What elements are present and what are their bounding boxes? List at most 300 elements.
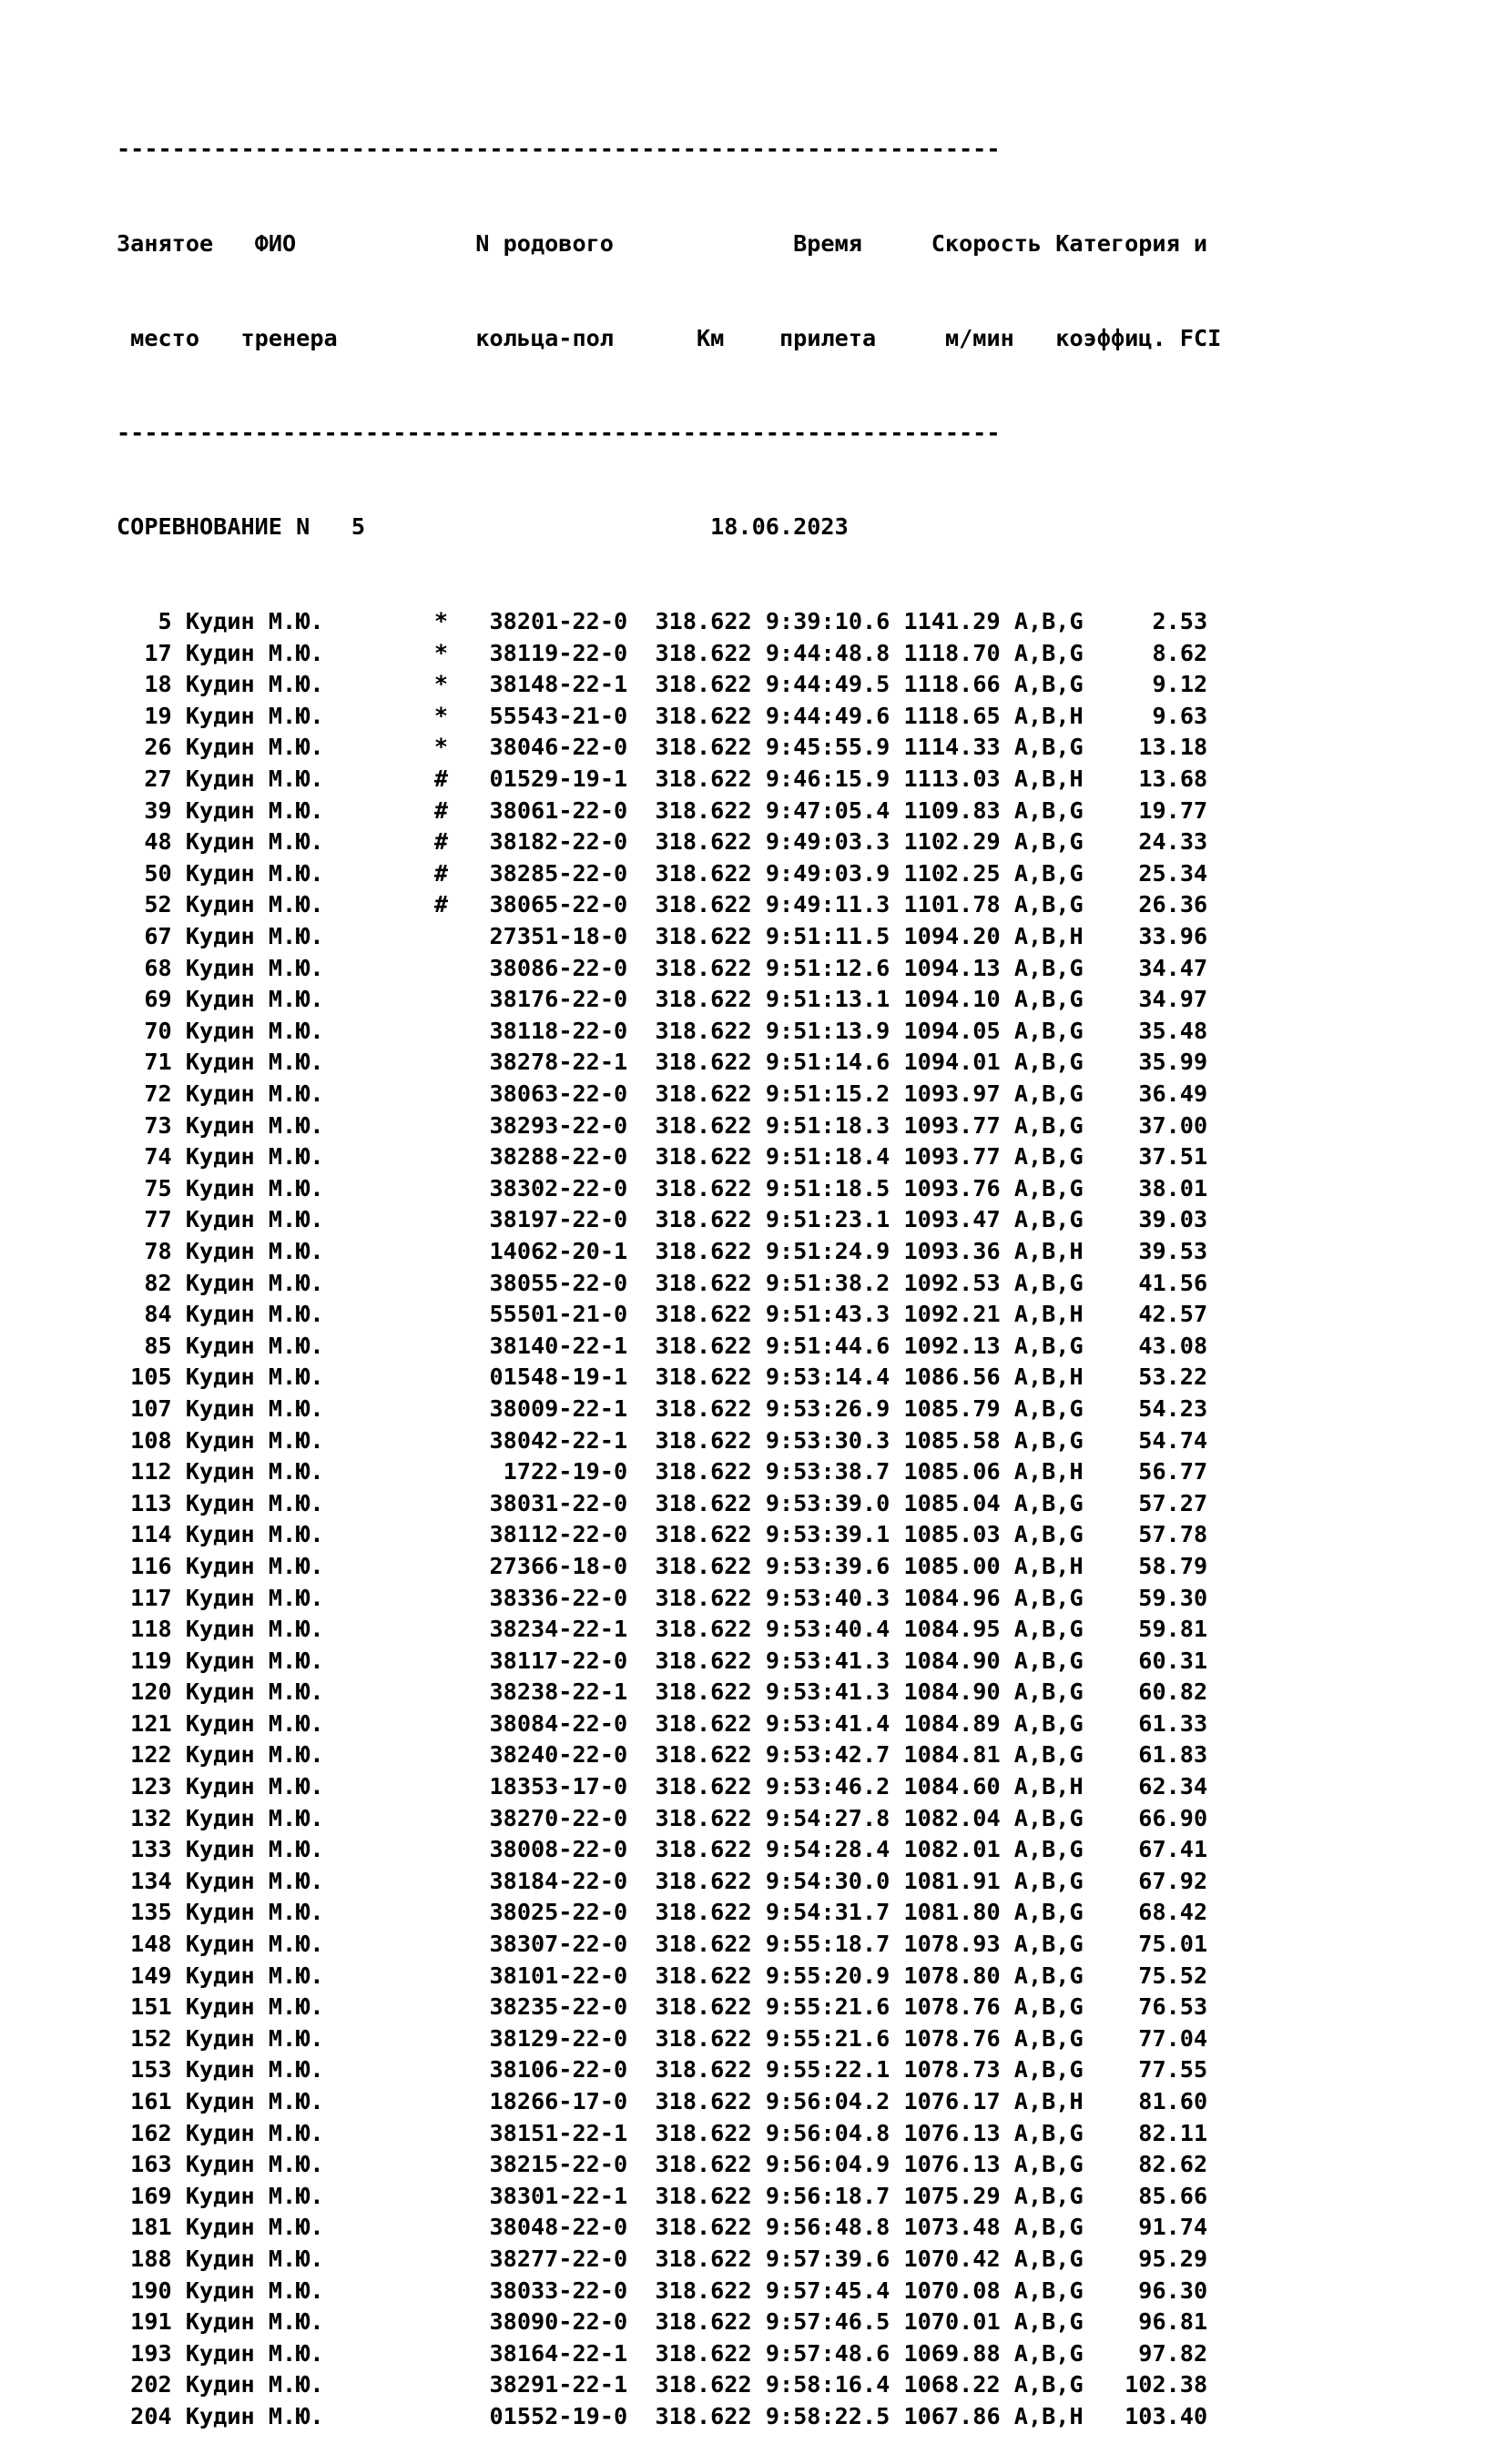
trainer: Кудин М.Ю.: [185, 1741, 324, 1769]
distance-km: 318.622: [655, 1931, 752, 1958]
trainer: Кудин М.Ю.: [185, 1489, 324, 1516]
ring-number: 38176-22-0: [489, 986, 628, 1013]
category: A,B,G: [1013, 1521, 1084, 1548]
trainer: Кудин М.Ю.: [185, 1458, 324, 1485]
place: 113: [130, 1489, 172, 1516]
place: 161: [130, 2088, 172, 2114]
place: 188: [130, 2245, 172, 2272]
table-row: [117, 1677, 1221, 1709]
ring-number: 38084-22-0: [489, 1709, 628, 1737]
distance-km: 318.622: [655, 2151, 752, 2178]
distance-km: 318.622: [655, 671, 752, 698]
place: 118: [130, 1616, 172, 1643]
category: A,B,G: [1013, 828, 1084, 856]
table-row: [117, 1204, 1221, 1236]
place: 135: [130, 1899, 172, 1926]
distance-km: 318.622: [655, 766, 752, 793]
trainer: Кудин М.Ю.: [185, 1521, 324, 1548]
place: 169: [130, 2182, 172, 2209]
arrival-time: 9:57:46.5: [765, 2308, 890, 2336]
fci-coefficient: 13.18: [1138, 734, 1208, 761]
place: 112: [130, 1458, 172, 1485]
table-row: [117, 1803, 1221, 1835]
table-row: [117, 1331, 1221, 1363]
speed: 1085.04: [903, 1489, 1001, 1516]
speed: 1092.53: [903, 1269, 1001, 1296]
category: A,B,G: [1013, 1804, 1084, 1831]
distance-km: 318.622: [655, 1616, 752, 1643]
arrival-time: 9:46:15.9: [765, 766, 890, 793]
distance-km: 318.622: [655, 1426, 752, 1454]
arrival-time: 9:55:21.6: [765, 2024, 890, 2052]
speed: 1093.77: [903, 1111, 1001, 1139]
ring-number: 1722-19-0: [503, 1458, 628, 1485]
table-row: [117, 921, 1221, 953]
speed: 1084.81: [903, 1741, 1001, 1769]
table-row: [117, 2118, 1221, 2150]
distance-km: 318.622: [655, 1899, 752, 1926]
arrival-time: 9:53:40.3: [765, 1584, 890, 1611]
place: 82: [144, 1269, 172, 1296]
mark: #: [433, 796, 449, 824]
speed: 1070.01: [903, 2308, 1001, 2336]
table-row: [117, 732, 1221, 764]
trainer: Кудин М.Ю.: [185, 1049, 324, 1076]
trainer: Кудин М.Ю.: [185, 2119, 324, 2146]
table-row: [117, 1299, 1221, 1331]
place: 152: [130, 2024, 172, 2052]
fci-coefficient: 26.36: [1138, 891, 1208, 918]
place: 27: [144, 766, 172, 793]
arrival-time: 9:51:23.1: [765, 1206, 890, 1233]
arrival-time: 9:51:12.6: [765, 954, 890, 981]
speed: 1114.33: [903, 734, 1001, 761]
trainer: Кудин М.Ю.: [185, 1017, 324, 1044]
category: A,B,G: [1013, 2339, 1084, 2367]
fci-coefficient: 37.00: [1138, 1111, 1208, 1139]
speed: 1094.13: [903, 954, 1001, 981]
speed: 1078.76: [903, 1993, 1001, 2021]
table-row: [117, 1771, 1221, 1803]
place: 121: [130, 1709, 172, 1737]
trainer: Кудин М.Ю.: [185, 1394, 324, 1422]
arrival-time: 9:55:18.7: [765, 1931, 890, 1958]
category: A,B,G: [1013, 859, 1084, 887]
place: 69: [144, 986, 172, 1013]
header-trainer-2: тренера: [240, 324, 338, 351]
arrival-time: 9:53:30.3: [765, 1426, 890, 1454]
table-row: [117, 1866, 1221, 1898]
fci-coefficient: 77.55: [1138, 2056, 1208, 2084]
ring-number: 01552-19-0: [489, 2402, 628, 2429]
fci-coefficient: 9.12: [1152, 671, 1208, 698]
ring-number: 18353-17-0: [489, 1773, 628, 1800]
arrival-time: 9:51:18.3: [765, 1111, 890, 1139]
distance-km: 318.622: [655, 1017, 752, 1044]
speed: 1085.79: [903, 1394, 1001, 1422]
arrival-time: 9:51:11.5: [765, 923, 890, 950]
ring-number: 38061-22-0: [489, 796, 628, 824]
arrival-time: 9:51:18.5: [765, 1174, 890, 1202]
arrival-time: 9:49:03.3: [765, 828, 890, 856]
trainer: Кудин М.Ю.: [185, 766, 324, 793]
speed: 1076.13: [903, 2119, 1001, 2146]
speed: 1081.91: [903, 1867, 1001, 1894]
speed: 1085.06: [903, 1458, 1001, 1485]
trainer: Кудин М.Ю.: [185, 1993, 324, 2021]
distance-km: 318.622: [655, 1332, 752, 1359]
speed: 1078.76: [903, 2024, 1001, 2052]
table-row: [117, 2307, 1221, 2338]
category: A,B,G: [1013, 1962, 1084, 1989]
speed: 1093.47: [903, 1206, 1001, 1233]
ring-number: 38042-22-1: [489, 1426, 628, 1454]
fci-coefficient: 39.03: [1138, 1206, 1208, 1233]
table-row: [117, 2369, 1221, 2401]
table-row: [117, 1362, 1221, 1394]
distance-km: 318.622: [655, 986, 752, 1013]
place: 70: [144, 1017, 172, 1044]
fci-coefficient: 37.51: [1138, 1143, 1208, 1171]
place: 149: [130, 1962, 172, 1989]
place: 120: [130, 1678, 172, 1706]
trainer: Кудин М.Ю.: [185, 2088, 324, 2114]
arrival-time: 9:58:22.5: [765, 2402, 890, 2429]
header-km: Км: [696, 324, 725, 351]
table-row: [117, 858, 1221, 890]
distance-km: 318.622: [655, 1458, 752, 1485]
ring-number: 38270-22-0: [489, 1804, 628, 1831]
distance-km: 318.622: [655, 954, 752, 981]
trainer: Кудин М.Ю.: [185, 1206, 324, 1233]
distance-km: 318.622: [655, 923, 752, 950]
table-row: [117, 1551, 1221, 1583]
category: A,B,G: [1013, 2024, 1084, 2052]
speed: 1093.76: [903, 1174, 1001, 1202]
header-ring: N родового: [475, 229, 614, 257]
trainer: Кудин М.Ю.: [185, 2056, 324, 2084]
speed: 1093.97: [903, 1080, 1001, 1107]
trainer: Кудин М.Ю.: [185, 1269, 324, 1296]
header-line-2: [117, 323, 1221, 355]
fci-coefficient: 56.77: [1138, 1458, 1208, 1485]
place: 114: [130, 1521, 172, 1548]
category: A,B,G: [1013, 639, 1084, 666]
distance-km: 318.622: [655, 1174, 752, 1202]
table-row: [117, 1173, 1221, 1205]
category: A,B,G: [1013, 1206, 1084, 1233]
trainer: Кудин М.Ю.: [185, 923, 324, 950]
fci-coefficient: 35.99: [1138, 1049, 1208, 1076]
fci-coefficient: 82.11: [1138, 2119, 1208, 2146]
trainer: Кудин М.Ю.: [185, 1301, 324, 1328]
ring-number: 01529-19-1: [489, 766, 628, 793]
header-place-2: место: [130, 324, 199, 351]
distance-km: 318.622: [655, 859, 752, 887]
arrival-time: 9:51:43.3: [765, 1301, 890, 1328]
distance-km: 318.622: [655, 1269, 752, 1296]
arrival-time: 9:53:41.3: [765, 1678, 890, 1706]
category: A,B,G: [1013, 1332, 1084, 1359]
distance-km: 318.622: [655, 2056, 752, 2084]
speed: 1078.80: [903, 1962, 1001, 1989]
arrival-time: 9:53:39.0: [765, 1489, 890, 1516]
table-row: [117, 669, 1221, 701]
place: 123: [130, 1773, 172, 1800]
category: A,B,G: [1013, 1017, 1084, 1044]
place: 134: [130, 1867, 172, 1894]
arrival-time: 9:57:45.4: [765, 2276, 890, 2304]
arrival-time: 9:51:13.1: [765, 986, 890, 1013]
fci-coefficient: 96.30: [1138, 2276, 1208, 2304]
arrival-time: 9:53:39.6: [765, 1552, 890, 1579]
speed: 1084.60: [903, 1773, 1001, 1800]
category: A,B,G: [1013, 1394, 1084, 1422]
speed: 1069.88: [903, 2339, 1001, 2367]
category: A,B,G: [1013, 608, 1084, 635]
category: A,B,G: [1013, 1931, 1084, 1958]
competition-number: 5: [351, 513, 365, 541]
arrival-time: 9:53:14.4: [765, 1364, 890, 1391]
ring-number: 38090-22-0: [489, 2308, 628, 2336]
table-row: [117, 2212, 1221, 2244]
ring-number: 38164-22-1: [489, 2339, 628, 2367]
table-row: [117, 1614, 1221, 1646]
fci-coefficient: 103.40: [1124, 2402, 1208, 2429]
place: 132: [130, 1804, 172, 1831]
distance-km: 318.622: [655, 1993, 752, 2021]
arrival-time: 9:51:13.9: [765, 1017, 890, 1044]
trainer: Кудин М.Ю.: [185, 1237, 324, 1264]
table-row: [117, 826, 1221, 858]
fci-coefficient: 9.63: [1152, 702, 1208, 729]
table-row: [117, 1236, 1221, 1268]
arrival-time: 9:44:49.6: [765, 702, 890, 729]
fci-coefficient: 57.27: [1138, 1489, 1208, 1516]
category: A,B,H: [1013, 2402, 1084, 2429]
speed: 1085.58: [903, 1426, 1001, 1454]
trainer: Кудин М.Ю.: [185, 2182, 324, 2209]
ring-number: 38118-22-0: [489, 1017, 628, 1044]
ring-number: 38288-22-0: [489, 1143, 628, 1171]
ring-number: 38086-22-0: [489, 954, 628, 981]
header-place: Занятое: [117, 229, 214, 257]
ring-number: 27366-18-0: [489, 1552, 628, 1579]
ring-number: 38140-22-1: [489, 1332, 628, 1359]
fci-coefficient: 33.96: [1138, 923, 1208, 950]
table-row: [117, 606, 1221, 638]
speed: 1081.80: [903, 1899, 1001, 1926]
place: 133: [130, 1836, 172, 1863]
category: A,B,G: [1013, 1489, 1084, 1516]
category: A,B,G: [1013, 734, 1084, 761]
place: 193: [130, 2339, 172, 2367]
fci-coefficient: 58.79: [1138, 1552, 1208, 1579]
fci-coefficient: 35.48: [1138, 1017, 1208, 1044]
category: A,B,G: [1013, 1049, 1084, 1076]
table-row: [117, 2086, 1221, 2118]
category: A,B,G: [1013, 1426, 1084, 1454]
ring-number: 01548-19-1: [489, 1364, 628, 1391]
fci-coefficient: 91.74: [1138, 2214, 1208, 2241]
category: A,B,G: [1013, 2371, 1084, 2398]
speed: 1092.21: [903, 1301, 1001, 1328]
place: 68: [144, 954, 172, 981]
category: A,B,G: [1013, 1174, 1084, 1202]
table-row: [117, 1897, 1221, 1929]
trainer: Кудин М.Ю.: [185, 1332, 324, 1359]
fci-coefficient: 67.92: [1138, 1867, 1208, 1894]
category: A,B,G: [1013, 1709, 1084, 1737]
speed: 1085.03: [903, 1521, 1001, 1548]
table-row: [117, 1488, 1221, 1520]
mark: #: [433, 891, 449, 918]
arrival-time: 9:44:49.5: [765, 671, 890, 698]
table-row: [117, 1739, 1221, 1771]
mark: *: [433, 734, 449, 761]
mark: *: [433, 671, 449, 698]
ring-number: 38112-22-0: [489, 1521, 628, 1548]
ring-number: 27351-18-0: [489, 923, 628, 950]
header-rule-top: ----------------------------------------------------------------: [117, 136, 1001, 163]
table-row: [117, 1834, 1221, 1866]
arrival-time: 9:57:48.6: [765, 2339, 890, 2367]
table-row: [117, 1079, 1221, 1110]
place: 202: [130, 2371, 172, 2398]
speed: 1093.36: [903, 1237, 1001, 1264]
table-row: [117, 1929, 1221, 1961]
table-row: [117, 2149, 1221, 2181]
arrival-time: 9:56:18.7: [765, 2182, 890, 2209]
distance-km: 318.622: [655, 1709, 752, 1737]
place: 48: [144, 828, 172, 856]
place: 191: [130, 2308, 172, 2336]
table-row: [117, 1141, 1221, 1173]
trainer: Кудин М.Ю.: [185, 1962, 324, 1989]
arrival-time: 9:49:03.9: [765, 859, 890, 887]
ring-number: 55543-21-0: [489, 702, 628, 729]
fci-coefficient: 67.41: [1138, 1836, 1208, 1863]
table-row: [117, 638, 1221, 670]
distance-km: 318.622: [655, 1394, 752, 1422]
trainer: Кудин М.Ю.: [185, 639, 324, 666]
category: A,B,G: [1013, 986, 1084, 1013]
category: A,B,H: [1013, 1237, 1084, 1264]
table-row: [117, 1519, 1221, 1551]
fci-coefficient: 43.08: [1138, 1332, 1208, 1359]
mark: #: [433, 766, 449, 793]
category: A,B,H: [1013, 1458, 1084, 1485]
ring-number: 38117-22-0: [489, 1647, 628, 1674]
results-table: [117, 606, 1221, 2432]
table-row: [117, 1047, 1221, 1079]
category: A,B,G: [1013, 1143, 1084, 1171]
trainer: Кудин М.Ю.: [185, 1867, 324, 1894]
ring-number: 38201-22-0: [489, 608, 628, 635]
place: 119: [130, 1647, 172, 1674]
place: 19: [144, 702, 172, 729]
distance-km: 318.622: [655, 2402, 752, 2429]
fci-coefficient: 68.42: [1138, 1899, 1208, 1926]
header-trainer: ФИО: [254, 229, 297, 257]
arrival-time: 9:45:55.9: [765, 734, 890, 761]
fci-coefficient: 59.30: [1138, 1584, 1208, 1611]
trainer: Кудин М.Ю.: [185, 1616, 324, 1643]
distance-km: 318.622: [655, 2245, 752, 2272]
fci-coefficient: 39.53: [1138, 1237, 1208, 1264]
category: A,B,H: [1013, 1301, 1084, 1328]
place: 72: [144, 1080, 172, 1107]
place: 74: [144, 1143, 172, 1171]
table-row: [117, 2276, 1221, 2307]
speed: 1076.13: [903, 2151, 1001, 2178]
category: A,B,G: [1013, 1269, 1084, 1296]
distance-km: 318.622: [655, 2308, 752, 2336]
category: A,B,H: [1013, 702, 1084, 729]
ring-number: 38291-22-1: [489, 2371, 628, 2398]
fci-coefficient: 60.31: [1138, 1647, 1208, 1674]
speed: 1078.93: [903, 1931, 1001, 1958]
table-row: [117, 2023, 1221, 2055]
arrival-time: 9:55:20.9: [765, 1962, 890, 1989]
trainer: Кудин М.Ю.: [185, 1773, 324, 1800]
distance-km: 318.622: [655, 2182, 752, 2209]
distance-km: 318.622: [655, 1773, 752, 1800]
distance-km: 318.622: [655, 796, 752, 824]
arrival-time: 9:51:38.2: [765, 1269, 890, 1296]
category: A,B,G: [1013, 2056, 1084, 2084]
arrival-time: 9:53:38.7: [765, 1458, 890, 1485]
distance-km: 318.622: [655, 1111, 752, 1139]
ring-number: 38238-22-1: [489, 1678, 628, 1706]
distance-km: 318.622: [655, 2371, 752, 2398]
ring-number: 38046-22-0: [489, 734, 628, 761]
distance-km: 318.622: [655, 2119, 752, 2146]
trainer: Кудин М.Ю.: [185, 1931, 324, 1958]
category: A,B,G: [1013, 671, 1084, 698]
speed: 1102.25: [903, 859, 1001, 887]
category: A,B,G: [1013, 1993, 1084, 2021]
ring-number: 38009-22-1: [489, 1394, 628, 1422]
distance-km: 318.622: [655, 1143, 752, 1171]
speed: 1094.20: [903, 923, 1001, 950]
trainer: Кудин М.Ю.: [185, 2214, 324, 2241]
header-rule-bottom: ----------------------------------------------------------------: [117, 419, 1001, 446]
mark: *: [433, 639, 449, 666]
fci-coefficient: 2.53: [1152, 608, 1208, 635]
table-row: [117, 1394, 1221, 1425]
fci-coefficient: 77.04: [1138, 2024, 1208, 2052]
mark: #: [433, 828, 449, 856]
ring-number: 38285-22-0: [489, 859, 628, 887]
trainer: Кудин М.Ю.: [185, 1647, 324, 1674]
place: 190: [130, 2276, 172, 2304]
category: A,B,H: [1013, 1773, 1084, 1800]
ring-number: 38025-22-0: [489, 1899, 628, 1926]
fci-coefficient: 24.33: [1138, 828, 1208, 856]
ring-number: 38065-22-0: [489, 891, 628, 918]
place: 84: [144, 1301, 172, 1328]
header-category-2: коэффиц. FCI: [1055, 324, 1222, 351]
distance-km: 318.622: [655, 891, 752, 918]
trainer: Кудин М.Ю.: [185, 796, 324, 824]
fci-coefficient: 95.29: [1138, 2245, 1208, 2272]
trainer: Кудин М.Ю.: [185, 1836, 324, 1863]
fci-coefficient: 102.38: [1124, 2371, 1208, 2398]
fci-coefficient: 36.49: [1138, 1080, 1208, 1107]
fci-coefficient: 97.82: [1138, 2339, 1208, 2367]
header-time-2: прилета: [778, 324, 877, 351]
